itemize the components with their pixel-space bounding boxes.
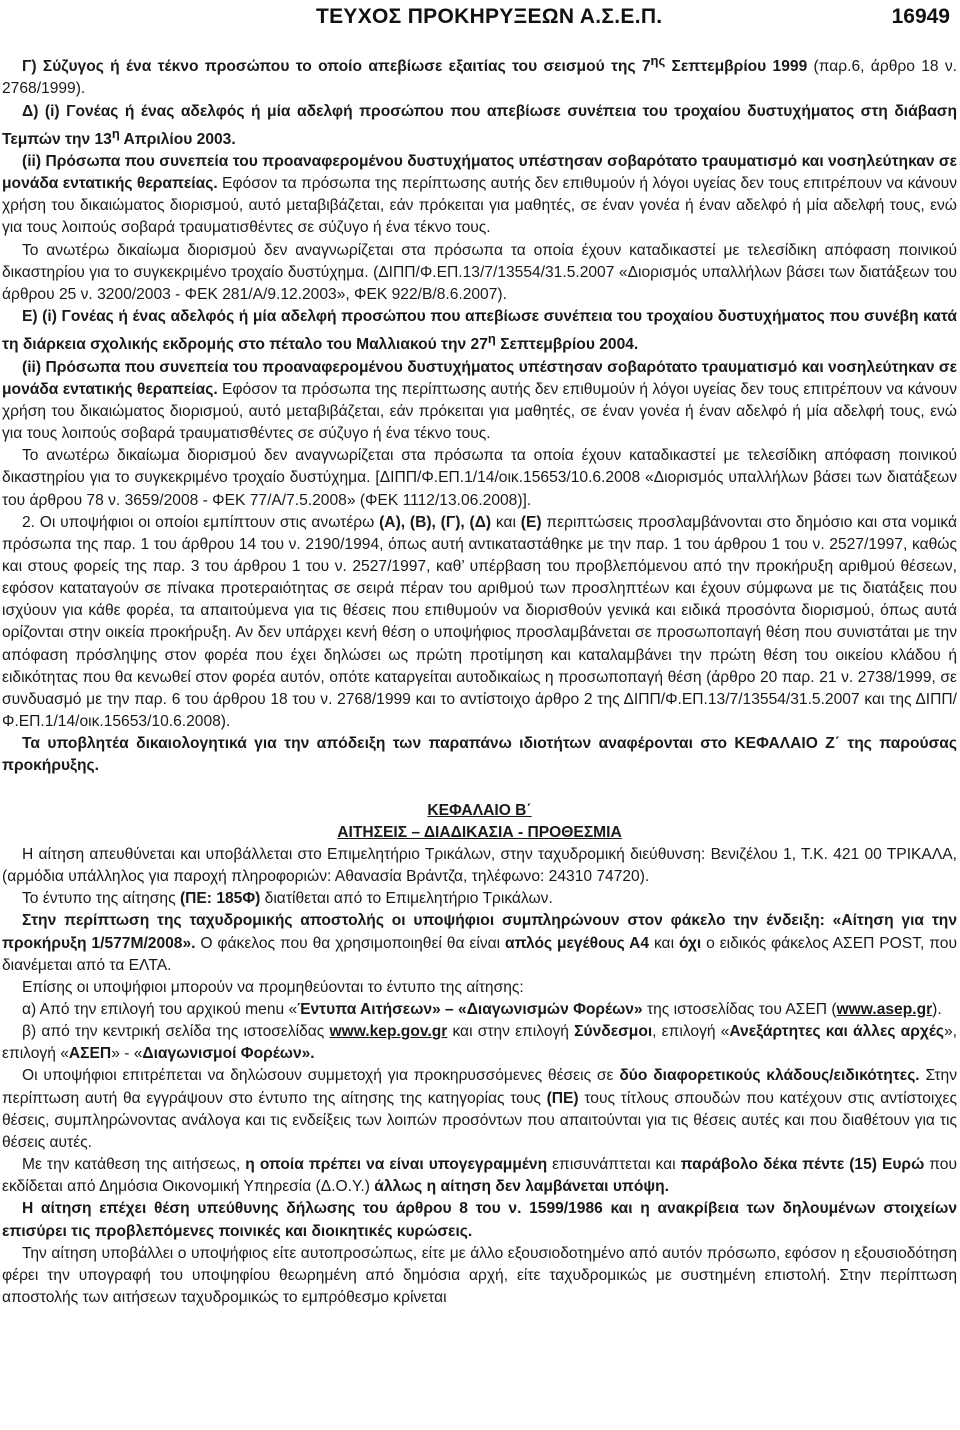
paragraph-e-note: Το ανωτέρω δικαίωμα διορισμού δεν αναγνωρίζεται στα πρόσωπα τα οποία έχουν καταδικαστεί με τελεσίδικη απόφαση ποινικού δικαστηρίου για το συγκεκριμένο τροχαίο δυστύχημα. [ΔΙΠΠ/Φ.ΕΠ.1/14/οικ.15653/10.6.2008 «Διορισμός υπαλλήλων βάσει των διατάξεων του άρθρου 78 ν. 3659/2008 - ΦΕΚ 77/Α/7.5.2008» (ΦΕΚ 1112/13.06.2008)]. bbox=[2, 447, 957, 509]
b3-not: όχι bbox=[678, 934, 702, 952]
e-ii-heading: (ii) Πρόσωπα που συνεπεία του προαναφερομένου δυστυχήματος υπέστησαν σοβαρότατο τραυματισμό και νοσηλεύτηκαν σε μονάδα εντατικής θεραπείας. bbox=[2, 358, 957, 398]
g-superscript: ης bbox=[650, 53, 666, 68]
form-code: (ΠΕ: 185Φ) bbox=[179, 890, 261, 908]
paragraph-d-note: Το ανωτέρω δικαίωμα διορισμού δεν αναγνωρίζεται στα πρόσωπα τα οποία έχουν καταδικαστεί με τελεσίδικη απόφαση ποινικού δικαστηρίου για το συγκεκριμένο τροχαίο δυστύχημα. (ΔΙΠΠ/Φ.ΕΠ.13/7/13554/31.5.2007 «Διορισμός υπαλλήλων βάσει των διατάξεων του άρθρου 25 ν. 3200/2003 - ΦΕΚ 281/Α/9.12.2003», ΦΕΚ 922/Β/8.6.2007). bbox=[2, 241, 957, 303]
paragraph-b-5 bbox=[2, 1065, 957, 1154]
paragraph-b-4: Επίσης οι υποψήφιοι μπορούν να προμηθεύονται το έντυπο της αίτησης: bbox=[22, 978, 524, 996]
bb-text-d: , επιλογή « bbox=[652, 1023, 730, 1041]
paragraph-d-i bbox=[2, 101, 957, 152]
paragraph-e-ii bbox=[2, 357, 957, 446]
paragraph-b-7: Η αίτηση επέχει θέση υπεύθυνης δήλωσης του άρθρου 8 του ν. 1599/1986 και η ανακρίβεια των δηλουμένων στοιχείων επισύρει τις προβλεπόμενες ποινικές και διοικητικές κυρώσεις. bbox=[2, 1200, 957, 1240]
bb-text-b: και στην επιλογή bbox=[447, 1023, 575, 1041]
bb-authorities: Ανεξάρτητες και άλλες αρχές bbox=[729, 1023, 944, 1041]
bb-text-h: » - « bbox=[111, 1045, 143, 1063]
b3-text-e: ο ειδικός φάκελος ΑΣΕΠ POST, που διανέμεται από τα ΕΛΤΑ. bbox=[2, 934, 957, 974]
chapter-title: ΚΕΦΑΛΑΙΟ Β΄ bbox=[427, 801, 532, 819]
d-ii-text: Εφόσον τα πρόσωπα της περίπτωσης αυτής δεν επιθυμούν ή λόγοι υγείας δεν τους επιτρέπουν να κάνουν χρήση του δικαιώματος διορισμού, αυτό μεταβιβάζεται, εάν πρόκειται για μαθητές, σε έναν γονέα ή έναν αδελφό ή μία αδελφή τους, ενώ για τους λοιπούς σοβαρά τραυματισθέντες σε σύζυγο ή ένα τέκνο τους. bbox=[2, 175, 957, 237]
d-heading: Δ) (i) Γονέας ή ένας αδελφός ή μία αδελφή προσώπου που απεβίωσε συνέπεια του τροχαίου δυστυχήματος στη διάβαση Τεμπών την 13 bbox=[2, 102, 957, 148]
s2-text-d: περιπτώσεις προσλαμβάνονται στο δημόσιο και στα νομικά πρόσωπα της παρ. 1 του άρθρου 14 του ν. 2190/1994, όπως αυτή αντικαταστάθηκε με την παρ. 1 του άρθρου 1 του ν. 2527/1997, καθώς και στους φορείς της παρ. 3 του άρθρου 1 του ν. 2527/1997, καθ’ υπέρβαση του προβλεπόμενου από την προκήρυξη αριθμού θέσεων, εφόσον καταταγούν σε πίνακα προτεραιότητας σε σειρά πέραν του αριθμού των προσληπτέων και έχουν σύμφωνα με τις διατάξεις που ισχύουν για κάθε φορέα, τα απαιτούμενα για τις θέσεις που επιθυμούν να διορισθούν γενικά και ειδικά προσόντα διορισμού, όπως αυτά ορίζονται στην οικεία προκήρυξη. Αν δεν υπάρχει κενή θέση ο υποψήφιος προσλαμβάνεται σε προσωποπαγή θέση που συνιστάται με την απόφαση πρόσληψης στον φορέα που έχει δηλώσει ως πρώτη προτίμηση και καταλαμβάνει την πρώτη θέση του οικείου κλάδου ή ειδικότητας που θα κενωθεί στον φορέα αυτόν, οπότε καταργείται αυτοδικαίως η προσωποπαγή θέση (άρθρο 20 παρ. 21 ν. 2738/1999, σε συνδυασμό με την παρ. 6 του άρθρου 18 του ν. 2768/1999 και το αντίστοιχο άρθρο 2 της ΔΙΠΠ/Φ.ΕΠ.13/7/13554/31.5.2007 και της ΔΙΠΠ/Φ.ΕΠ.1/14/οικ.15653/10.6.2008). bbox=[2, 513, 957, 731]
kep-link[interactable]: www.kep.gov.gr bbox=[329, 1023, 448, 1041]
ba-text-d: ). bbox=[932, 1000, 942, 1018]
paragraph-b-a bbox=[2, 999, 957, 1021]
b2-text-a: Το έντυπο της αίτησης bbox=[22, 890, 180, 908]
b5-category: (ΠΕ) bbox=[546, 1089, 579, 1107]
s2-text-a: 2. Οι υποψήφιοι οι οποίοι εμπίπτουν στις ανωτέρω bbox=[22, 513, 380, 531]
b3-envelope: απλός μεγέθους Α4 bbox=[505, 934, 650, 952]
paragraph-e-i bbox=[2, 306, 957, 357]
ba-text-a: α) Από την επιλογή του αρχικού menu « bbox=[22, 1000, 298, 1018]
d-superscript: η bbox=[111, 125, 120, 141]
page-header bbox=[0, 0, 960, 44]
b6-fee: παράβολο δέκα πέντε (15) Ευρώ bbox=[680, 1156, 925, 1174]
bb-competitions: Διαγωνισμοί Φορέων». bbox=[142, 1045, 315, 1063]
e-heading: Ε) (i) Γονέας ή ένας αδελφός ή μία αδελφή προσώπου που απεβίωσε συνέπεια του τροχαίου δυστυχήματος που συνέβη κατά τη διάρκεια σχολικής εκδρομής στο πέταλο του Μαλλιακού την 27 bbox=[2, 308, 957, 354]
spacer bbox=[2, 778, 957, 800]
s2-text-c: και bbox=[491, 513, 521, 531]
ba-menu: Έντυπα Αιτήσεων» – «Διαγωνισμών Φορέων» bbox=[297, 1000, 643, 1018]
paragraph-b-3 bbox=[2, 910, 957, 976]
d-ii-heading: (ii) Πρόσωπα που συνεπεία του προαναφερομένου δυστυχήματος υπέστησαν σοβαρότατο τραυματισμό και νοσηλεύτηκαν σε μονάδα εντατικής θεραπείας. bbox=[2, 153, 957, 193]
e-ii-text: Εφόσον τα πρόσωπα της περίπτωσης αυτής δεν επιθυμούν ή λόγοι υγείας δεν τους επιτρέπουν να κάνουν χρήση του δικαιώματος διορισμού, αυτό μεταβιβάζεται, εάν πρόκειται για μαθητές, σε έναν γονέα ή έναν αδελφό ή μία αδελφή τους, ενώ για τους λοιπούς σοβαρά τραυματισθέντες σε σύζυγο ή ένα τέκνο τους. bbox=[2, 380, 957, 443]
b3-text-c: και bbox=[649, 934, 679, 952]
bb-text-f: », επιλογή « bbox=[2, 1023, 958, 1063]
g-heading-cont: Σεπτεμβρίου 1999 bbox=[665, 58, 808, 76]
asep-link[interactable]: www.asep.gr bbox=[836, 1000, 933, 1018]
paragraph-g bbox=[2, 50, 957, 101]
d-heading-cont: Απριλίου 2003. bbox=[119, 130, 236, 148]
b6-text-e: που εκδίδεται από Δημόσια Οικονομική Υπηρεσία (Δ.Ο.Υ.) bbox=[2, 1156, 957, 1196]
g-heading: Γ) Σύζυγος ή ένα τέκνο προσώπου το οποίο απεβίωσε εξαιτίας του σεισμού της 7 bbox=[22, 58, 651, 76]
e-heading-cont: Σεπτεμβρίου 2004. bbox=[495, 336, 639, 354]
chapter-subtitle: ΑΙΤΗΣΕΙΣ – ΔΙΑΔΙΚΑΣΙΑ - ΠΡΟΘΕΣΜΙΑ bbox=[337, 823, 622, 841]
paragraph-b-b bbox=[2, 1021, 957, 1065]
s2-case-e: (Ε) bbox=[520, 513, 542, 531]
paragraph-b-2 bbox=[2, 888, 957, 910]
g-text: (παρ.6, άρθρο 18 ν. 2768/1999). bbox=[2, 58, 957, 98]
b6-otherwise: άλλως η αίτηση δεν λαμβάνεται υπόψη. bbox=[374, 1178, 669, 1196]
paragraph-b-8: Την αίτηση υποβάλλει ο υποψήφιος είτε αυτοπροσώπως, είτε με άλλο εξουσιοδοτημένο από αυτόν πρόσωπο, εφόσον η εξουσιοδότηση φέρει την υπογραφή του υποψηφίου θεωρημένη από δημόσια αρχή, είτε ταχυδρομικώς με συστημένη επιστολή. Στην περίπτωση αποστολής των αιτήσεων ταχυδρομικώς το εμπρόθεσμο κρίνεται bbox=[2, 1244, 957, 1306]
paragraph-d-ii bbox=[2, 151, 957, 240]
paragraph-b-1: Η αίτηση απευθύνεται και υποβάλλεται στο Επιμελητήριο Τρικάλων, στην ταχυδρομική διεύθυνση: Βενιζέλου 1, Τ.Κ. 421 00 ΤΡΙΚΑΛΑ, (αρμόδια υπάλληλος για παροχή πληροφοριών: Αθανασία Βράντζα, τηλέφωνο: 24310 74720). bbox=[2, 845, 957, 886]
b3-bold: Στην περίπτωση της ταχυδρομικής αποστολής οι υποψήφιοι συμπληρώνουν στον φάκελο την ένδειξη: «Αίτηση για την προκήρυξη 1/577Μ/2008». bbox=[2, 912, 957, 952]
b6-signed: η οποία πρέπει να είναι υπογεγραμμένη bbox=[245, 1156, 548, 1174]
b5-text-a: Οι υποψήφιοι επιτρέπεται να δηλώσουν συμμετοχή για προκηρυσσόμενες θέσεις σε bbox=[22, 1067, 620, 1085]
bb-text-a: β) από την κεντρική σελίδα της ιστοσελίδας bbox=[22, 1023, 330, 1041]
b5-text-e: τους τίτλους σπουδών που κατέχουν στις αντίστοιχες θέσεις, συμπληρώνοντας ανάλογα και τις ενδείξεις των λοιπών προσόντων που απαιτούνται για τις θέσεις αυτές και που διαθέτουν για τις θέσεις αυτές. bbox=[2, 1089, 957, 1151]
b6-text-a: Με την κατάθεση της αιτήσεως, bbox=[22, 1156, 246, 1174]
b5-two-specialties: δύο διαφορετικούς κλάδους/ειδικότητες. bbox=[619, 1067, 920, 1085]
b3-text-a: Ο φάκελος που θα χρησιμοποιηθεί θα είναι bbox=[195, 934, 506, 952]
page-number: 16949 bbox=[891, 5, 950, 28]
b2-text-c: διατίθεται από το Επιμελητήριο Τρικάλων. bbox=[260, 890, 553, 908]
document-body bbox=[2, 50, 957, 1309]
b5-text-c: Στην περίπτωση αυτή θα εγγράψουν στο έντυπο της αίτησης της κατηγορίας τους bbox=[2, 1067, 957, 1107]
publication-title: ΤΕΥΧΟΣ ΠΡΟΚΗΡΥΞΕΩΝ Α.Σ.Ε.Π. bbox=[316, 5, 663, 28]
ba-text-c: της ιστοσελίδας του ΑΣΕΠ ( bbox=[642, 1000, 837, 1018]
paragraph-closing-note: Τα υποβλητέα δικαιολογητικά για την απόδειξη των παραπάνω ιδιοτήτων αναφέρονται στο ΚΕΦΑΛΑΙΟ Ζ΄ της παρούσας προκήρυξης. bbox=[2, 735, 957, 775]
bb-links: Σύνδεσμοι bbox=[574, 1023, 653, 1041]
paragraph-b-6 bbox=[2, 1154, 957, 1198]
b6-text-c: επισυνάπτεται και bbox=[547, 1156, 681, 1174]
s2-cases: (Α), (Β), (Γ), (Δ) bbox=[379, 513, 492, 531]
e-superscript: η bbox=[487, 331, 496, 347]
bb-asep: ΑΣΕΠ bbox=[68, 1045, 112, 1063]
paragraph-section-2 bbox=[2, 512, 957, 734]
